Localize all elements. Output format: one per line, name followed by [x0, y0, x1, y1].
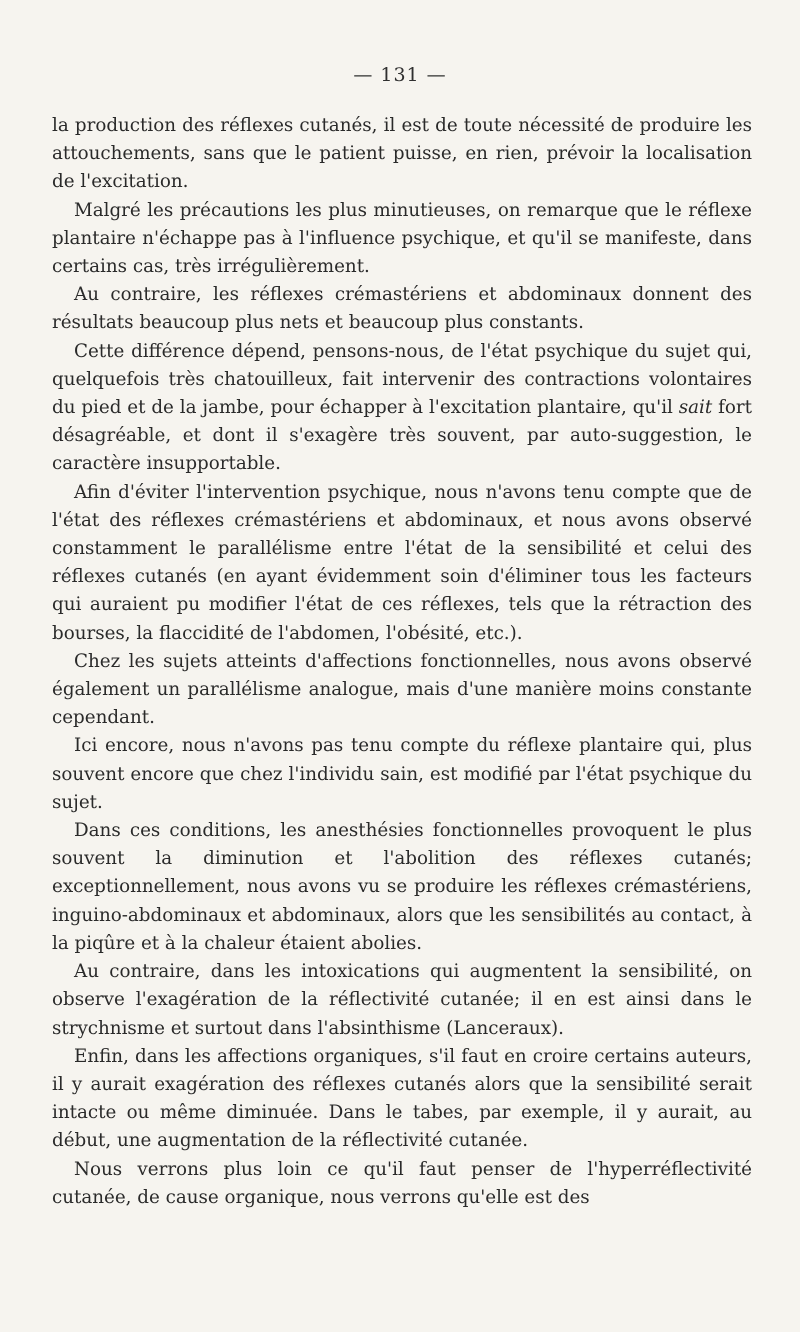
paragraph-4-after: fort désagréable, et dont il s'exagère très souvent, par auto-suggestion, le caractère insupportable. [52, 397, 753, 475]
paragraph-11: Nous verrons plus loin ce qu'il faut penser de l'hyperréflectivité cutanée, de cause organique, nous verrons qu'elle est des [52, 1158, 752, 1208]
paragraph-3: Au contraire, les réflexes crémastériens et abdominaux donnent des résultats beaucoup plus nets et beaucoup plus constants. [52, 284, 752, 334]
page-number: — 131 — [353, 64, 447, 86]
paragraph-8: Dans ces conditions, les anesthésies fonctionnelles provoquent le plus souvent la diminution et l'abolition des réflexes cutanés; exceptionnellement, nous avons vu se produire les réflexes crémastériens, inguino-abdominaux et abdominaux, alors que les sensibilités au contact, à la piqûre et à la chaleur étaient abolies. [52, 820, 752, 954]
paragraph-2: Malgré les précautions les plus minutieuses, on remarque que le réflexe plantaire n'échappe pas à l'influence psychique, et qu'il se manifeste, dans certains cas, très irrégulièrement. [52, 199, 752, 278]
paragraph-1: la production des réflexes cutanés, il est de toute nécessité de produire les attouchements, sans que le patient puisse, en rien, prévoir la localisation de l'excitation. [52, 115, 752, 193]
paragraph-4 [52, 338, 752, 479]
paragraph-7: Ici encore, nous n'avons pas tenu compte du réflexe plantaire qui, plus souvent encore que chez l'individu sain, est modifié par l'état psychique du sujet. [52, 735, 752, 813]
paragraph-4-before: Cette différence dépend, pensons-nous, de l'état psychique du sujet qui, quelquefois très chatouilleux, fait intervenir des contractions volontaires du pied et de la jambe, pour échapper à l'excitation plantaire, qu'il [52, 340, 752, 419]
paragraph-10: Enfin, dans les affections organiques, s'il faut en croire certains auteurs, il y aurait exagération des réflexes cutanés alors que la sensibilité serait intacte ou même diminuée. Dans le tabes, par exemple, il y aurait, au début, une augmentation de la réflectivité cutanée. [52, 1045, 752, 1152]
paragraph-5: Afin d'éviter l'intervention psychique, nous n'avons tenu compte que de l'état des réflexes crémastériens et abdominaux, et nous avons observé constamment le parallélisme entre l'état de la sensibilité et celui des réflexes cutanés (en ayant évidemment soin d'éliminer tous les facteurs qui auraient pu modifier l'état de ces réflexes, tels que la rétraction des bourses, la flaccidité de l'abdomen, l'obésité, etc.). [52, 481, 752, 644]
paragraph-4-emphasis: sait [678, 397, 713, 419]
paragraph-9: Au contraire, dans les intoxications qui augmentent la sensibilité, on observe l'exagération de la réflectivité cutanée; il en est ainsi dans le strychnisme et surtout dans l'absinthisme (Lanceraux). [52, 961, 752, 1039]
paragraph-6: Chez les sujets atteints d'affections fonctionnelles, nous avons observé également un parallélisme analogue, mais d'une manière moins constante cependant. [52, 650, 752, 729]
body-text [52, 112, 752, 1212]
